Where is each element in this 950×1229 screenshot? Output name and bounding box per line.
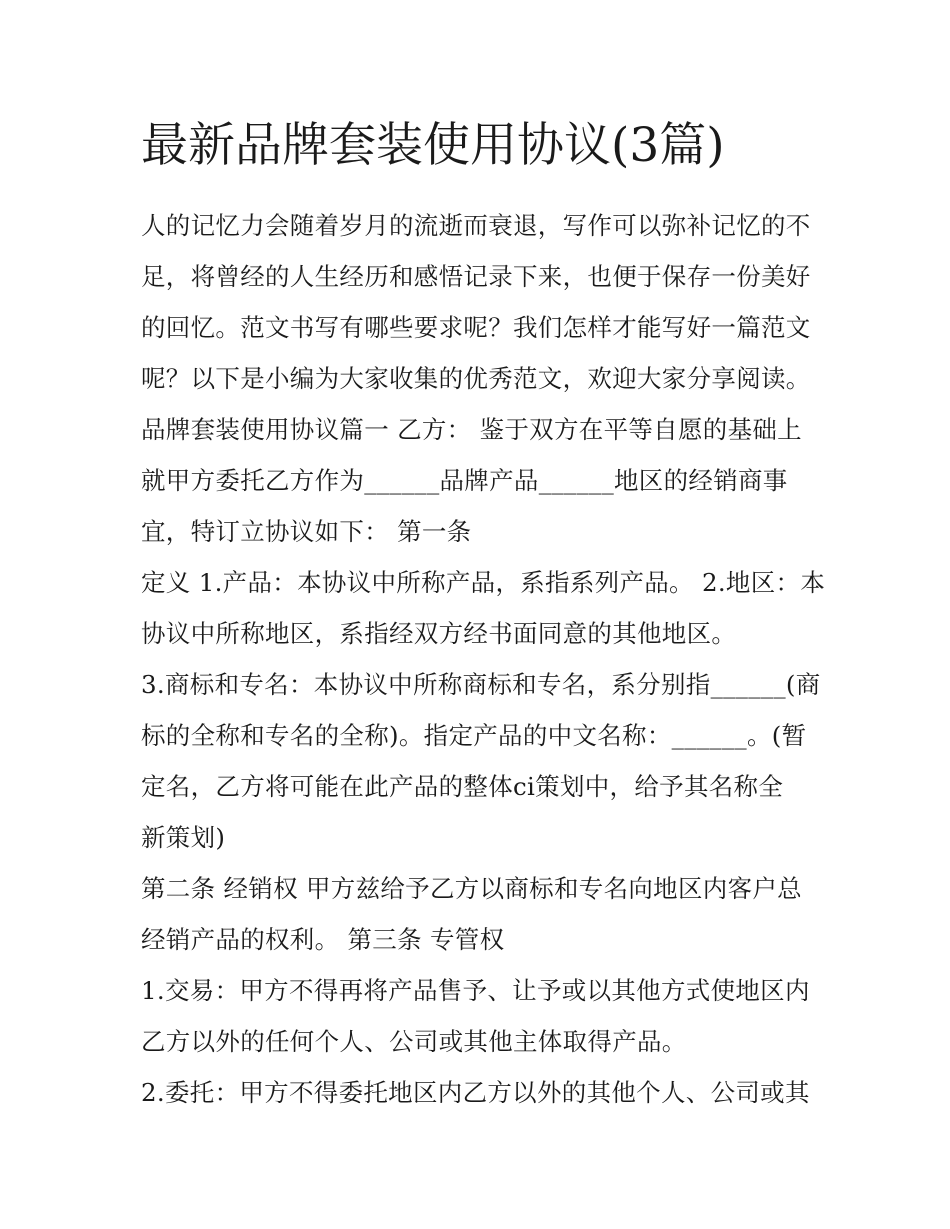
body-line: 呢？以下是小编为大家收集的优秀范文，欢迎大家分享阅读。 [141,364,811,393]
document-title: 最新品牌套装使用协议(3篇) [141,118,725,173]
body-line: 乙方以外的任何个人、公司或其他主体取得产品。 [141,1027,687,1056]
body-line: 定名，乙方将可能在此产品的整体ci策划中，给予其名称全 [141,772,784,801]
body-line: 品牌套装使用协议篇一 乙方： 鉴于双方在平等自愿的基础上 [141,415,802,444]
body-line: 人的记忆力会随着岁月的流逝而衰退，写作可以弥补记忆的不 [141,211,811,240]
body-line: 协议中所称地区，系指经双方经书面同意的其他地区。 [141,619,737,648]
body-line: 宜，特订立协议如下： 第一条 [141,517,472,546]
body-line: 标的全称和专名的全称)。指定产品的中文名称：______。(暂 [141,721,807,750]
body-line: 经销产品的权利。 第三条 专管权 [141,925,505,954]
document-page [141,112,826,1118]
body-line: 第二条 经销权 甲方兹给予乙方以商标和专名向地区内客户总 [141,874,802,903]
body-line: 3.商标和专名：本协议中所称商标和专名，系分别指______(商 [141,670,821,699]
document-body [141,200,826,1118]
body-line: 2.委托：甲方不得委托地区内乙方以外的其他个人、公司或其 [141,1078,810,1107]
body-line: 足，将曾经的人生经历和感悟记录下来，也便于保存一份美好 [141,262,811,291]
body-line: 定义 1.产品：本协议中所称产品，系指系列产品。 2.地区：本 [141,568,826,597]
body-line: 新策划) [141,823,226,852]
body-line: 1.交易：甲方不得再将产品售予、让予或以其他方式使地区内 [141,976,810,1005]
body-line: 的回忆。范文书写有哪些要求呢？我们怎样才能写好一篇范文 [141,313,811,342]
body-line: 就甲方委托乙方作为______品牌产品______地区的经销商事 [141,466,788,495]
